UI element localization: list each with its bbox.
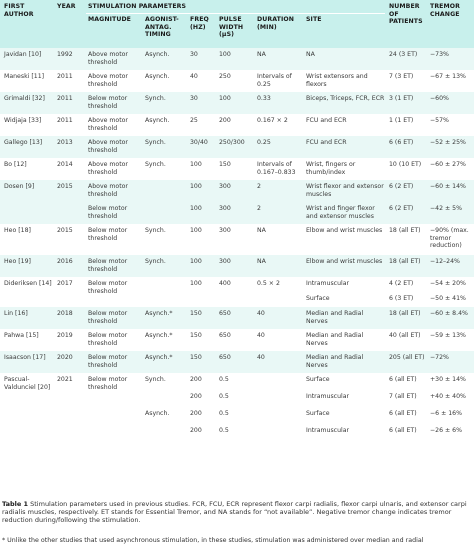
cell-pulse: 0.5: [219, 393, 229, 400]
cell-author: Pahwa [15]: [4, 332, 39, 339]
cell-freq: 150: [190, 332, 202, 339]
cell-site: FCU and ECR: [306, 117, 347, 124]
table-row: [0, 70, 474, 92]
cell-tremor: −72%: [430, 354, 449, 361]
cell-year: 2020: [57, 354, 73, 361]
cell-year: 2011: [57, 95, 73, 102]
cell-patients: 1 (1 ET): [389, 117, 414, 124]
cell-site: Wrist flexor and extensor muscles: [306, 183, 384, 198]
cell-author: Heo [18]: [4, 227, 31, 234]
header-timing: AGONIST-ANTAG. TIMING: [145, 16, 179, 39]
cell-patients: 6 (all ET): [389, 427, 417, 434]
cell-author: Widjaja [33]: [4, 117, 42, 124]
cell-author: Gallego [13]: [4, 139, 43, 146]
cell-patients: 18 (all ET): [389, 258, 421, 265]
cell-tremor: −73%: [430, 51, 449, 58]
cell-tremor: −60 ± 27%: [430, 161, 466, 168]
cell-magnitude: Above motor threshold: [88, 117, 128, 132]
cell-site: Elbow and wrist muscles: [306, 227, 383, 234]
table-row: [0, 48, 474, 70]
cell-author: Dideriksen [14]: [4, 280, 52, 287]
cell-year: 2011: [57, 117, 73, 124]
cell-pulse: 0.5: [219, 376, 229, 383]
table-row: [0, 158, 474, 180]
cell-magnitude: Below motor threshold: [88, 258, 128, 273]
table-row: [0, 224, 474, 255]
cell-magnitude: Above motor threshold: [88, 183, 128, 198]
cell-author: Dosen [9]: [4, 183, 35, 190]
cell-timing: Synch.: [145, 258, 166, 265]
cell-freq: 200: [190, 427, 202, 434]
cell-freq: 40: [190, 73, 198, 80]
cell-pulse: 0.5: [219, 410, 229, 417]
cell-pulse: 400: [219, 280, 231, 287]
cell-site: Biceps, Triceps, FCR, ECR: [306, 95, 385, 102]
cell-site: Wrist extensors and flexors: [306, 73, 368, 88]
cell-year: 2011: [57, 73, 73, 80]
cell-duration: 0.167 × 2: [257, 117, 288, 124]
cell-tremor: −60 ± 14%: [430, 183, 466, 190]
table-row: [0, 92, 474, 114]
cell-author: Bo [12]: [4, 161, 27, 168]
cell-magnitude: Below motor threshold: [88, 227, 128, 242]
cell-site: Wrist and finger flexor and extensor muscles: [306, 205, 375, 220]
cell-tremor: −90% (max. tremor reduction): [430, 227, 469, 250]
cell-year: 2014: [57, 161, 73, 168]
cell-freq: 150: [190, 354, 202, 361]
cell-duration: 0.33: [257, 95, 271, 102]
table-row: [0, 277, 474, 295]
cell-site: Median and Radial Nerves: [306, 310, 364, 325]
header-freq: FREQ (HZ): [190, 16, 209, 31]
cell-tremor: −60 ± 8.4%: [430, 310, 468, 317]
cell-year: 2018: [57, 310, 73, 317]
cell-patients: 3 (1 ET): [389, 95, 414, 102]
cell-patients: 7 (3 ET): [389, 73, 414, 80]
cell-magnitude: Below motor threshold: [88, 376, 128, 391]
cell-patients: 24 (3 ET): [389, 51, 418, 58]
cell-magnitude: Above motor threshold: [88, 73, 128, 88]
table-row: [0, 114, 474, 136]
cell-patients: 6 (2 ET): [389, 183, 414, 190]
caption-text: Stimulation parameters used in previous studies. FCR, FCU, ECR represent flexor carpi radialis, flexor carpi ulnaris, and extensor carpi radialis muscles, respectively. ET stands for Essential Tremor, and NA stands for “not available”. Negative tremor change indicates tremor reduction during/following the stimulation.: [2, 500, 467, 525]
header-year: YEAR: [57, 3, 76, 10]
cell-tremor: −26 ± 6%: [430, 427, 462, 434]
table-row: [0, 424, 474, 439]
cell-tremor: −50 ± 41%: [430, 295, 466, 302]
header-magnitude: MAGNITUDE: [88, 16, 132, 23]
table-row: [0, 292, 474, 307]
cell-freq: 150: [190, 310, 202, 317]
cell-pulse: 300: [219, 227, 231, 234]
header-pulse-width: PULSE WIDTH (μS): [219, 16, 244, 39]
table-row: [0, 390, 474, 407]
cell-pulse: 300: [219, 205, 231, 212]
cell-timing: Asynch.*: [145, 332, 173, 339]
cell-author: Javidan [10]: [4, 51, 42, 58]
cell-author: Heo [19]: [4, 258, 31, 265]
cell-author: Lin [16]: [4, 310, 28, 317]
table-row: [0, 307, 474, 329]
cell-site: Elbow and wrist muscles: [306, 258, 383, 265]
cell-duration: 40: [257, 354, 265, 361]
cell-magnitude: Above motor threshold: [88, 161, 128, 176]
cell-tremor: −54 ± 20%: [430, 280, 466, 287]
table-row: [0, 136, 474, 158]
cell-tremor: −12–24%: [430, 258, 460, 265]
cell-tremor: −52 ± 25%: [430, 139, 466, 146]
cell-site: Median and Radial Nerves: [306, 332, 364, 347]
cell-timing: Asynch.*: [145, 354, 173, 361]
cell-site: Median and Radial Nerves: [306, 354, 364, 369]
cell-tremor: +40 ± 40%: [430, 393, 466, 400]
cell-timing: Asynch.: [145, 410, 170, 417]
cell-duration: 40: [257, 332, 265, 339]
cell-freq: 200: [190, 393, 202, 400]
cell-patients: 6 (6 ET): [389, 139, 414, 146]
cell-pulse: 300: [219, 258, 231, 265]
cell-patients: 4 (2 ET): [389, 280, 414, 287]
cell-pulse: 250: [219, 73, 231, 80]
cell-timing: Asynch.: [145, 73, 170, 80]
cell-tremor: −59 ± 13%: [430, 332, 466, 339]
cell-patients: 18 (all ET): [389, 310, 421, 317]
cell-patients: 18 (all ET): [389, 227, 421, 234]
table-row: [0, 373, 474, 390]
cell-year: 2013: [57, 139, 73, 146]
cell-site: Surface: [306, 295, 330, 302]
cell-freq: 100: [190, 280, 202, 287]
cell-pulse: 0.5: [219, 427, 229, 434]
table-row: [0, 329, 474, 351]
cell-tremor: −42 ± 5%: [430, 205, 462, 212]
table-row: [0, 202, 474, 224]
table-row: [0, 180, 474, 202]
cell-duration: 0.5 × 2: [257, 280, 280, 287]
cell-tremor: −67 ± 13%: [430, 73, 466, 80]
cell-freq: 25: [190, 117, 198, 124]
cell-patients: 10 (10 ET): [389, 161, 422, 168]
cell-timing: Asynch.*: [145, 310, 173, 317]
cell-patients: 6 (all ET): [389, 376, 417, 383]
cell-site: Surface: [306, 410, 330, 417]
cell-freq: 100: [190, 161, 202, 168]
cell-patients: 7 (all ET): [389, 393, 417, 400]
table-row: [0, 351, 474, 373]
header-first-author: FIRST AUTHOR: [4, 3, 34, 18]
caption-label: Table 1: [2, 500, 29, 508]
cell-tremor: +30 ± 14%: [430, 376, 466, 383]
cell-freq: 30/40: [190, 139, 208, 146]
cell-site: Intramuscular: [306, 393, 350, 400]
cell-duration: Intervals of 0.167–0.833: [257, 161, 296, 176]
cell-year: 2015: [57, 183, 73, 190]
cell-timing: Synch.: [145, 376, 166, 383]
header-site: SITE: [306, 16, 322, 23]
cell-duration: 2: [257, 183, 261, 190]
cell-magnitude: Below motor threshold: [88, 332, 128, 347]
header-duration: DURATION (MIN): [257, 16, 294, 31]
cell-duration: NA: [257, 258, 266, 265]
cell-timing: Synch.: [145, 139, 166, 146]
cell-freq: 30: [190, 95, 198, 102]
cell-magnitude: Below motor threshold: [88, 95, 128, 110]
header-tremor-change: TREMOR CHANGE: [430, 3, 460, 18]
cell-pulse: 300: [219, 183, 231, 190]
cell-duration: Intervals of 0.25: [257, 73, 292, 88]
table-row: [0, 407, 474, 424]
cell-pulse: 650: [219, 310, 231, 317]
cell-year: 2016: [57, 258, 73, 265]
cell-site: Surface: [306, 376, 330, 383]
cell-year: 2017: [57, 280, 73, 287]
cell-patients: 205 (all ET): [389, 354, 425, 361]
cell-tremor: −60%: [430, 95, 449, 102]
cell-pulse: 250/300: [219, 139, 245, 146]
cell-timing: Asynch.: [145, 51, 170, 58]
cell-pulse: 100: [219, 95, 231, 102]
cell-year: 2021: [57, 376, 73, 383]
cell-pulse: 150: [219, 161, 231, 168]
cell-magnitude: Above motor threshold: [88, 51, 128, 66]
cell-freq: 100: [190, 227, 202, 234]
cell-patients: 6 (all ET): [389, 410, 417, 417]
cell-freq: 100: [190, 183, 202, 190]
cell-author: Grimaldi [32]: [4, 95, 45, 102]
table-caption: [2, 500, 472, 525]
cell-pulse: 200: [219, 117, 231, 124]
cell-freq: 100: [190, 205, 202, 212]
cell-timing: Asynch.: [145, 117, 170, 124]
cell-duration: 2: [257, 205, 261, 212]
cell-site: Intramuscular: [306, 427, 350, 434]
cell-magnitude: Below motor threshold: [88, 354, 128, 369]
cell-tremor: −6 ± 16%: [430, 410, 462, 417]
header-group-rule: [86, 13, 385, 14]
cell-pulse: 650: [219, 332, 231, 339]
cell-timing: Synch.: [145, 95, 166, 102]
header-stimulation-parameters: STIMULATION PARAMETERS: [88, 3, 187, 10]
cell-author: Maneski [11]: [4, 73, 45, 80]
cell-timing: Synch.: [145, 227, 166, 234]
cell-duration: NA: [257, 227, 266, 234]
table-footnote: * Unlike the other studies that used asynchronous stimulation, in these studies, stimulation was administered over median and radial: [2, 537, 424, 544]
cell-author: Isaacson [17]: [4, 354, 46, 361]
cell-tremor: −57%: [430, 117, 449, 124]
cell-freq: 30: [190, 51, 198, 58]
cell-author: Pascual-Valdunciel [20]: [4, 376, 51, 391]
cell-year: 2015: [57, 227, 73, 234]
cell-magnitude: Below motor threshold: [88, 205, 128, 220]
table-header: [0, 0, 474, 48]
cell-duration: NA: [257, 51, 266, 58]
cell-magnitude: Above motor threshold: [88, 139, 128, 154]
cell-patients: 6 (3 ET): [389, 295, 414, 302]
header-patients: NUMBER OF PATIENTS: [389, 3, 423, 26]
cell-patients: 6 (2 ET): [389, 205, 414, 212]
cell-year: 2019: [57, 332, 73, 339]
cell-site: Wrist, fingers or thumb/index: [306, 161, 356, 176]
cell-patients: 40 (all ET): [389, 332, 421, 339]
cell-freq: 100: [190, 258, 202, 265]
cell-freq: 200: [190, 410, 202, 417]
cell-pulse: 650: [219, 354, 231, 361]
cell-site: NA: [306, 51, 315, 58]
cell-site: Intramuscular: [306, 280, 350, 287]
table-row: [0, 255, 474, 277]
cell-timing: Synch.: [145, 161, 166, 168]
cell-duration: 40: [257, 310, 265, 317]
cell-magnitude: Below motor threshold: [88, 310, 128, 325]
cell-magnitude: Below motor threshold: [88, 280, 128, 295]
cell-site: FCU and ECR: [306, 139, 347, 146]
cell-duration: 0.25: [257, 139, 271, 146]
cell-freq: 200: [190, 376, 202, 383]
cell-year: 1992: [57, 51, 73, 58]
cell-pulse: 100: [219, 51, 231, 58]
